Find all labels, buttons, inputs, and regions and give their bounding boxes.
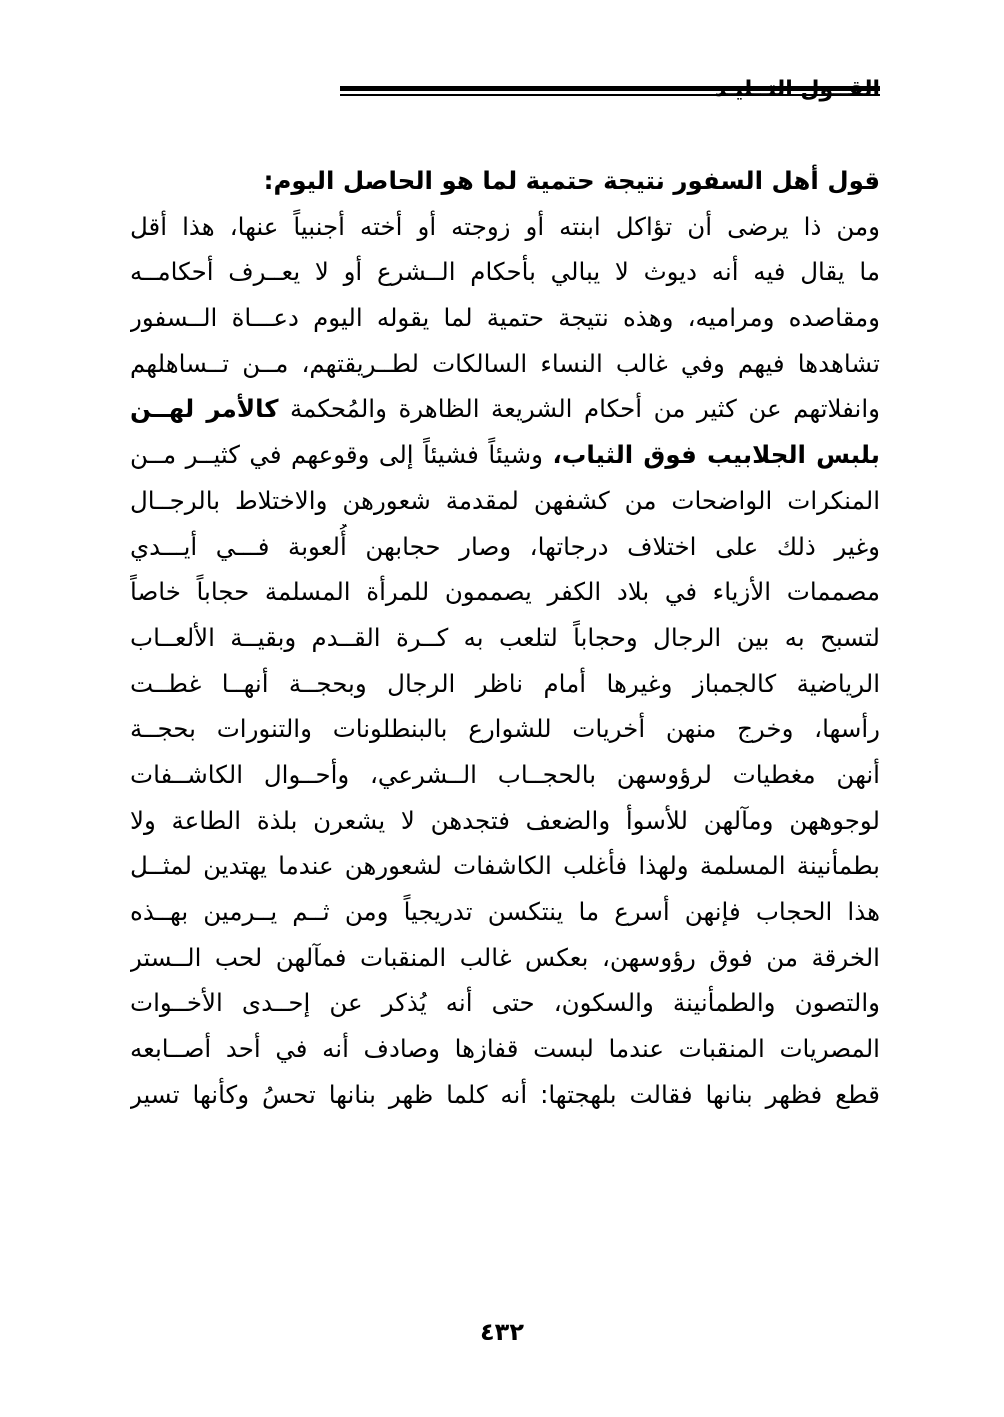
text-line [130, 386, 880, 432]
text-line: الخرقة من فوق رؤوسهن، بعكس غالب المنقبات فمآلهن لحب الــستر [130, 942, 880, 972]
text-line: لتسبح به بين الرجال وحجاباً لتلعب به كــرة القــدم وبقيــة الألعــاب [130, 622, 880, 652]
text-line: ومن ذا يرضى أن تؤاكل ابنته أو زوجته أو أخته أجنبياً عنها، هذا أقل [130, 211, 880, 241]
text-line: تشاهدها فيهم وفي غالب النساء السالكات لطــريقتهم، مــن تــساهلهم [130, 348, 880, 378]
page-number: ٤٣٢ [480, 1318, 524, 1346]
text-span: وانفلاتهم عن كثير من أحكام الشريعة الظاهرة والمُحكمة [290, 394, 880, 424]
text-line: ما يقال فيه أنه ديوث لا يبالي بأحكام الــشرع أو لا يعــرف أحكامــه [130, 257, 880, 287]
text-line: المنكرات الواضحات من كشفهن لمقدمة شعورهن والاختلاط بالرجــال [130, 485, 880, 515]
text-line: وغير ذلك على اختلاف درجاتها، وصار حجابهن أُلعوبة فـــي أيـــدي [130, 531, 880, 561]
emphasized-text: بلبس الجلابيب فوق الثياب، [552, 440, 880, 470]
text-line: والتصون والطمأنينة والسكون، حتى أنه يُذكر عن إحــدى الأخــوات [130, 988, 880, 1018]
text-line: المصريات المنقبات عندما لبست قفازها وصادف أنه في أحد أصــابعه [130, 1034, 880, 1064]
header-rule-thin [340, 94, 880, 96]
text-line: هذا الحجاب فإنهن أسرع ما ينتكسن تدريجياً ومن ثــم يــرمين بهــذه [130, 897, 880, 926]
section-heading: قول أهل السفور نتيجة حتمية لما هو الحاصل اليوم: [263, 166, 880, 195]
text-line: رأسها، وخرج منهن أخريات للشوارع بالبنطلونات والتنورات بحجــة [130, 714, 880, 744]
text-line: بطمأنينة المسلمة ولهذا فأغلب الكاشفات لشعورهن عندما يهتدين لمثــل [130, 851, 880, 881]
text-line: أنهن مغطيات لرؤوسهن بالحجــاب الــشرعي، وأحــوال الكاشــفات [130, 759, 880, 789]
text-span: وشيئاً فشيئاً إلى وقوعهم في كثيــر مــن [130, 440, 543, 470]
text-line: مصممات الأزياء في بلاد الكفر يصممون للمرأة المسلمة حجاباً خاصاً [130, 577, 880, 607]
header-rule-thick [340, 86, 880, 91]
header-rule [340, 86, 880, 96]
text-line: الرياضية كالجمباز وغيرها أمام ناظر الرجال وبحجــة أنهــا غطــت [130, 668, 880, 698]
page-body [130, 158, 880, 1117]
text-line [130, 432, 880, 478]
text-line: لوجوههن ومآلهن للأسوأ والضعف فتجدهن لا يشعرن بلذة الطاعة ولا [130, 805, 880, 835]
text-line: قطع فظهر بنانها فقالت بلهجتها: أنه كلما ظهر بنانها تحسُ وكأنها تسير [130, 1079, 880, 1109]
text-line: ومقاصده ومراميه، وهذه نتيجة حتمية لما يقوله اليوم دعـــاة الــسفور [130, 303, 880, 333]
emphasized-text: كالأمر لهــن [130, 394, 279, 424]
